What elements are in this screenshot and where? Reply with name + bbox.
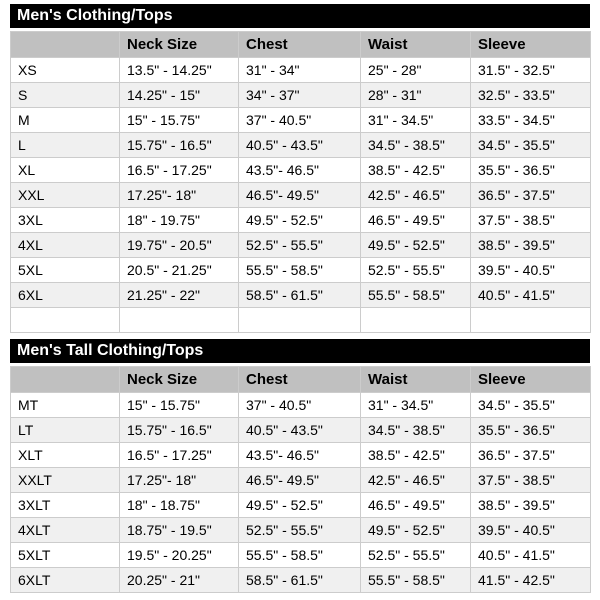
column-header-size [11,367,120,393]
measurement-cell: 34.5" - 35.5" [471,393,591,418]
table-row [11,443,591,468]
measurement-cell: 42.5" - 46.5" [361,183,471,208]
table-row [11,183,591,208]
measurement-cell: 37.5" - 38.5" [471,208,591,233]
measurement-cell: 34.5" - 38.5" [361,418,471,443]
measurement-cell: 16.5" - 17.25" [120,443,239,468]
measurement-cell: 42.5" - 46.5" [361,468,471,493]
column-header-waist: Waist [361,367,471,393]
measurement-cell [239,308,361,333]
measurement-cell: 55.5" - 58.5" [239,543,361,568]
column-header-sleeve: Sleeve [471,367,591,393]
size-label-cell: XXL [11,183,120,208]
measurement-cell: 36.5" - 37.5" [471,443,591,468]
measurement-cell: 52.5" - 55.5" [361,258,471,283]
measurement-cell: 19.5" - 20.25" [120,543,239,568]
measurement-cell: 18" - 18.75" [120,493,239,518]
table-row [11,308,591,333]
measurement-cell: 40.5" - 43.5" [239,133,361,158]
size-label-cell: XXLT [11,468,120,493]
measurement-cell: 35.5" - 36.5" [471,418,591,443]
measurement-cell [120,308,239,333]
measurement-cell: 20.25" - 21" [120,568,239,593]
measurement-cell: 37" - 40.5" [239,108,361,133]
measurement-cell: 38.5" - 42.5" [361,158,471,183]
measurement-cell: 49.5" - 52.5" [361,233,471,258]
measurement-cell: 55.5" - 58.5" [361,568,471,593]
measurement-cell: 16.5" - 17.25" [120,158,239,183]
column-header-neck-size: Neck Size [120,32,239,58]
size-label-cell: L [11,133,120,158]
measurement-cell: 58.5" - 61.5" [239,568,361,593]
measurement-cell: 33.5" - 34.5" [471,108,591,133]
table-row [11,543,591,568]
measurement-cell: 52.5" - 55.5" [239,518,361,543]
measurement-cell: 46.5"- 49.5" [239,183,361,208]
measurement-cell: 37" - 40.5" [239,393,361,418]
table-row [11,393,591,418]
table-row [11,58,591,83]
measurement-cell: 15" - 15.75" [120,108,239,133]
size-label-cell: 3XLT [11,493,120,518]
mens-clothing-tops-section [10,4,590,333]
measurement-cell: 43.5"- 46.5" [239,158,361,183]
column-header-chest: Chest [239,32,361,58]
table-title-mens-tall-clothing-tops: Men's Tall Clothing/Tops [10,339,590,363]
size-label-cell: 5XL [11,258,120,283]
measurement-cell: 21.25" - 22" [120,283,239,308]
measurement-cell: 49.5" - 52.5" [239,493,361,518]
measurement-cell: 49.5" - 52.5" [239,208,361,233]
measurement-cell: 36.5" - 37.5" [471,183,591,208]
size-label-cell: 4XLT [11,518,120,543]
measurement-cell: 17.25"- 18" [120,468,239,493]
table-row [11,518,591,543]
table-row [11,83,591,108]
measurement-cell: 55.5" - 58.5" [361,283,471,308]
column-header-sleeve: Sleeve [471,32,591,58]
measurement-cell: 31" - 34.5" [361,393,471,418]
mens-tall-clothing-tops-section [10,339,590,593]
table-row [11,468,591,493]
measurement-cell: 39.5" - 40.5" [471,258,591,283]
measurement-cell: 31" - 34.5" [361,108,471,133]
measurement-cell: 55.5" - 58.5" [239,258,361,283]
measurement-cell: 31" - 34" [239,58,361,83]
measurement-cell: 40.5" - 41.5" [471,543,591,568]
column-header-size [11,32,120,58]
measurement-cell: 15.75" - 16.5" [120,418,239,443]
measurement-cell: 46.5" - 49.5" [361,208,471,233]
size-label-cell: M [11,108,120,133]
column-header-waist: Waist [361,32,471,58]
column-header-row [11,367,591,393]
measurement-cell: 13.5" - 14.25" [120,58,239,83]
measurement-cell: 17.25"- 18" [120,183,239,208]
size-label-cell: MT [11,393,120,418]
size-label-cell: 6XLT [11,568,120,593]
measurement-cell: 52.5" - 55.5" [239,233,361,258]
measurement-cell: 39.5" - 40.5" [471,518,591,543]
column-header-chest: Chest [239,367,361,393]
measurement-cell: 35.5" - 36.5" [471,158,591,183]
measurement-cell: 20.5" - 21.25" [120,258,239,283]
size-label-cell: XLT [11,443,120,468]
measurement-cell: 18.75" - 19.5" [120,518,239,543]
measurement-cell: 32.5" - 33.5" [471,83,591,108]
table-row [11,158,591,183]
measurement-cell: 18" - 19.75" [120,208,239,233]
table-row [11,233,591,258]
table-row [11,493,591,518]
table-row [11,133,591,158]
measurement-cell: 46.5" - 49.5" [361,493,471,518]
size-label-cell: S [11,83,120,108]
measurement-cell: 52.5" - 55.5" [361,543,471,568]
measurement-cell [361,308,471,333]
size-label-cell [11,308,120,333]
measurement-cell: 34.5" - 35.5" [471,133,591,158]
measurement-cell: 43.5"- 46.5" [239,443,361,468]
measurement-cell: 14.25" - 15" [120,83,239,108]
measurement-cell: 58.5" - 61.5" [239,283,361,308]
measurement-cell: 38.5" - 42.5" [361,443,471,468]
measurement-cell: 38.5" - 39.5" [471,493,591,518]
measurement-cell: 49.5" - 52.5" [361,518,471,543]
mens-tall-clothing-tops-table [10,366,591,593]
measurement-cell: 25" - 28" [361,58,471,83]
measurement-cell: 31.5" - 32.5" [471,58,591,83]
measurement-cell: 19.75" - 20.5" [120,233,239,258]
size-label-cell: 5XLT [11,543,120,568]
size-label-cell: XL [11,158,120,183]
mens-clothing-tops-table [10,31,591,333]
measurement-cell: 41.5" - 42.5" [471,568,591,593]
table-row [11,208,591,233]
table-row [11,568,591,593]
measurement-cell: 34.5" - 38.5" [361,133,471,158]
measurement-cell: 28" - 31" [361,83,471,108]
table-row [11,418,591,443]
measurement-cell: 40.5" - 43.5" [239,418,361,443]
size-label-cell: 3XL [11,208,120,233]
table-row [11,283,591,308]
measurement-cell: 37.5" - 38.5" [471,468,591,493]
column-header-neck-size: Neck Size [120,367,239,393]
measurement-cell [471,308,591,333]
measurement-cell: 38.5" - 39.5" [471,233,591,258]
table-title-mens-clothing-tops: Men's Clothing/Tops [10,4,590,28]
column-header-row [11,32,591,58]
table-row [11,258,591,283]
measurement-cell: 15" - 15.75" [120,393,239,418]
table-row [11,108,591,133]
size-label-cell: LT [11,418,120,443]
measurement-cell: 15.75" - 16.5" [120,133,239,158]
measurement-cell: 40.5" - 41.5" [471,283,591,308]
measurement-cell: 34" - 37" [239,83,361,108]
measurement-cell: 46.5"- 49.5" [239,468,361,493]
size-label-cell: 4XL [11,233,120,258]
size-label-cell: XS [11,58,120,83]
size-label-cell: 6XL [11,283,120,308]
